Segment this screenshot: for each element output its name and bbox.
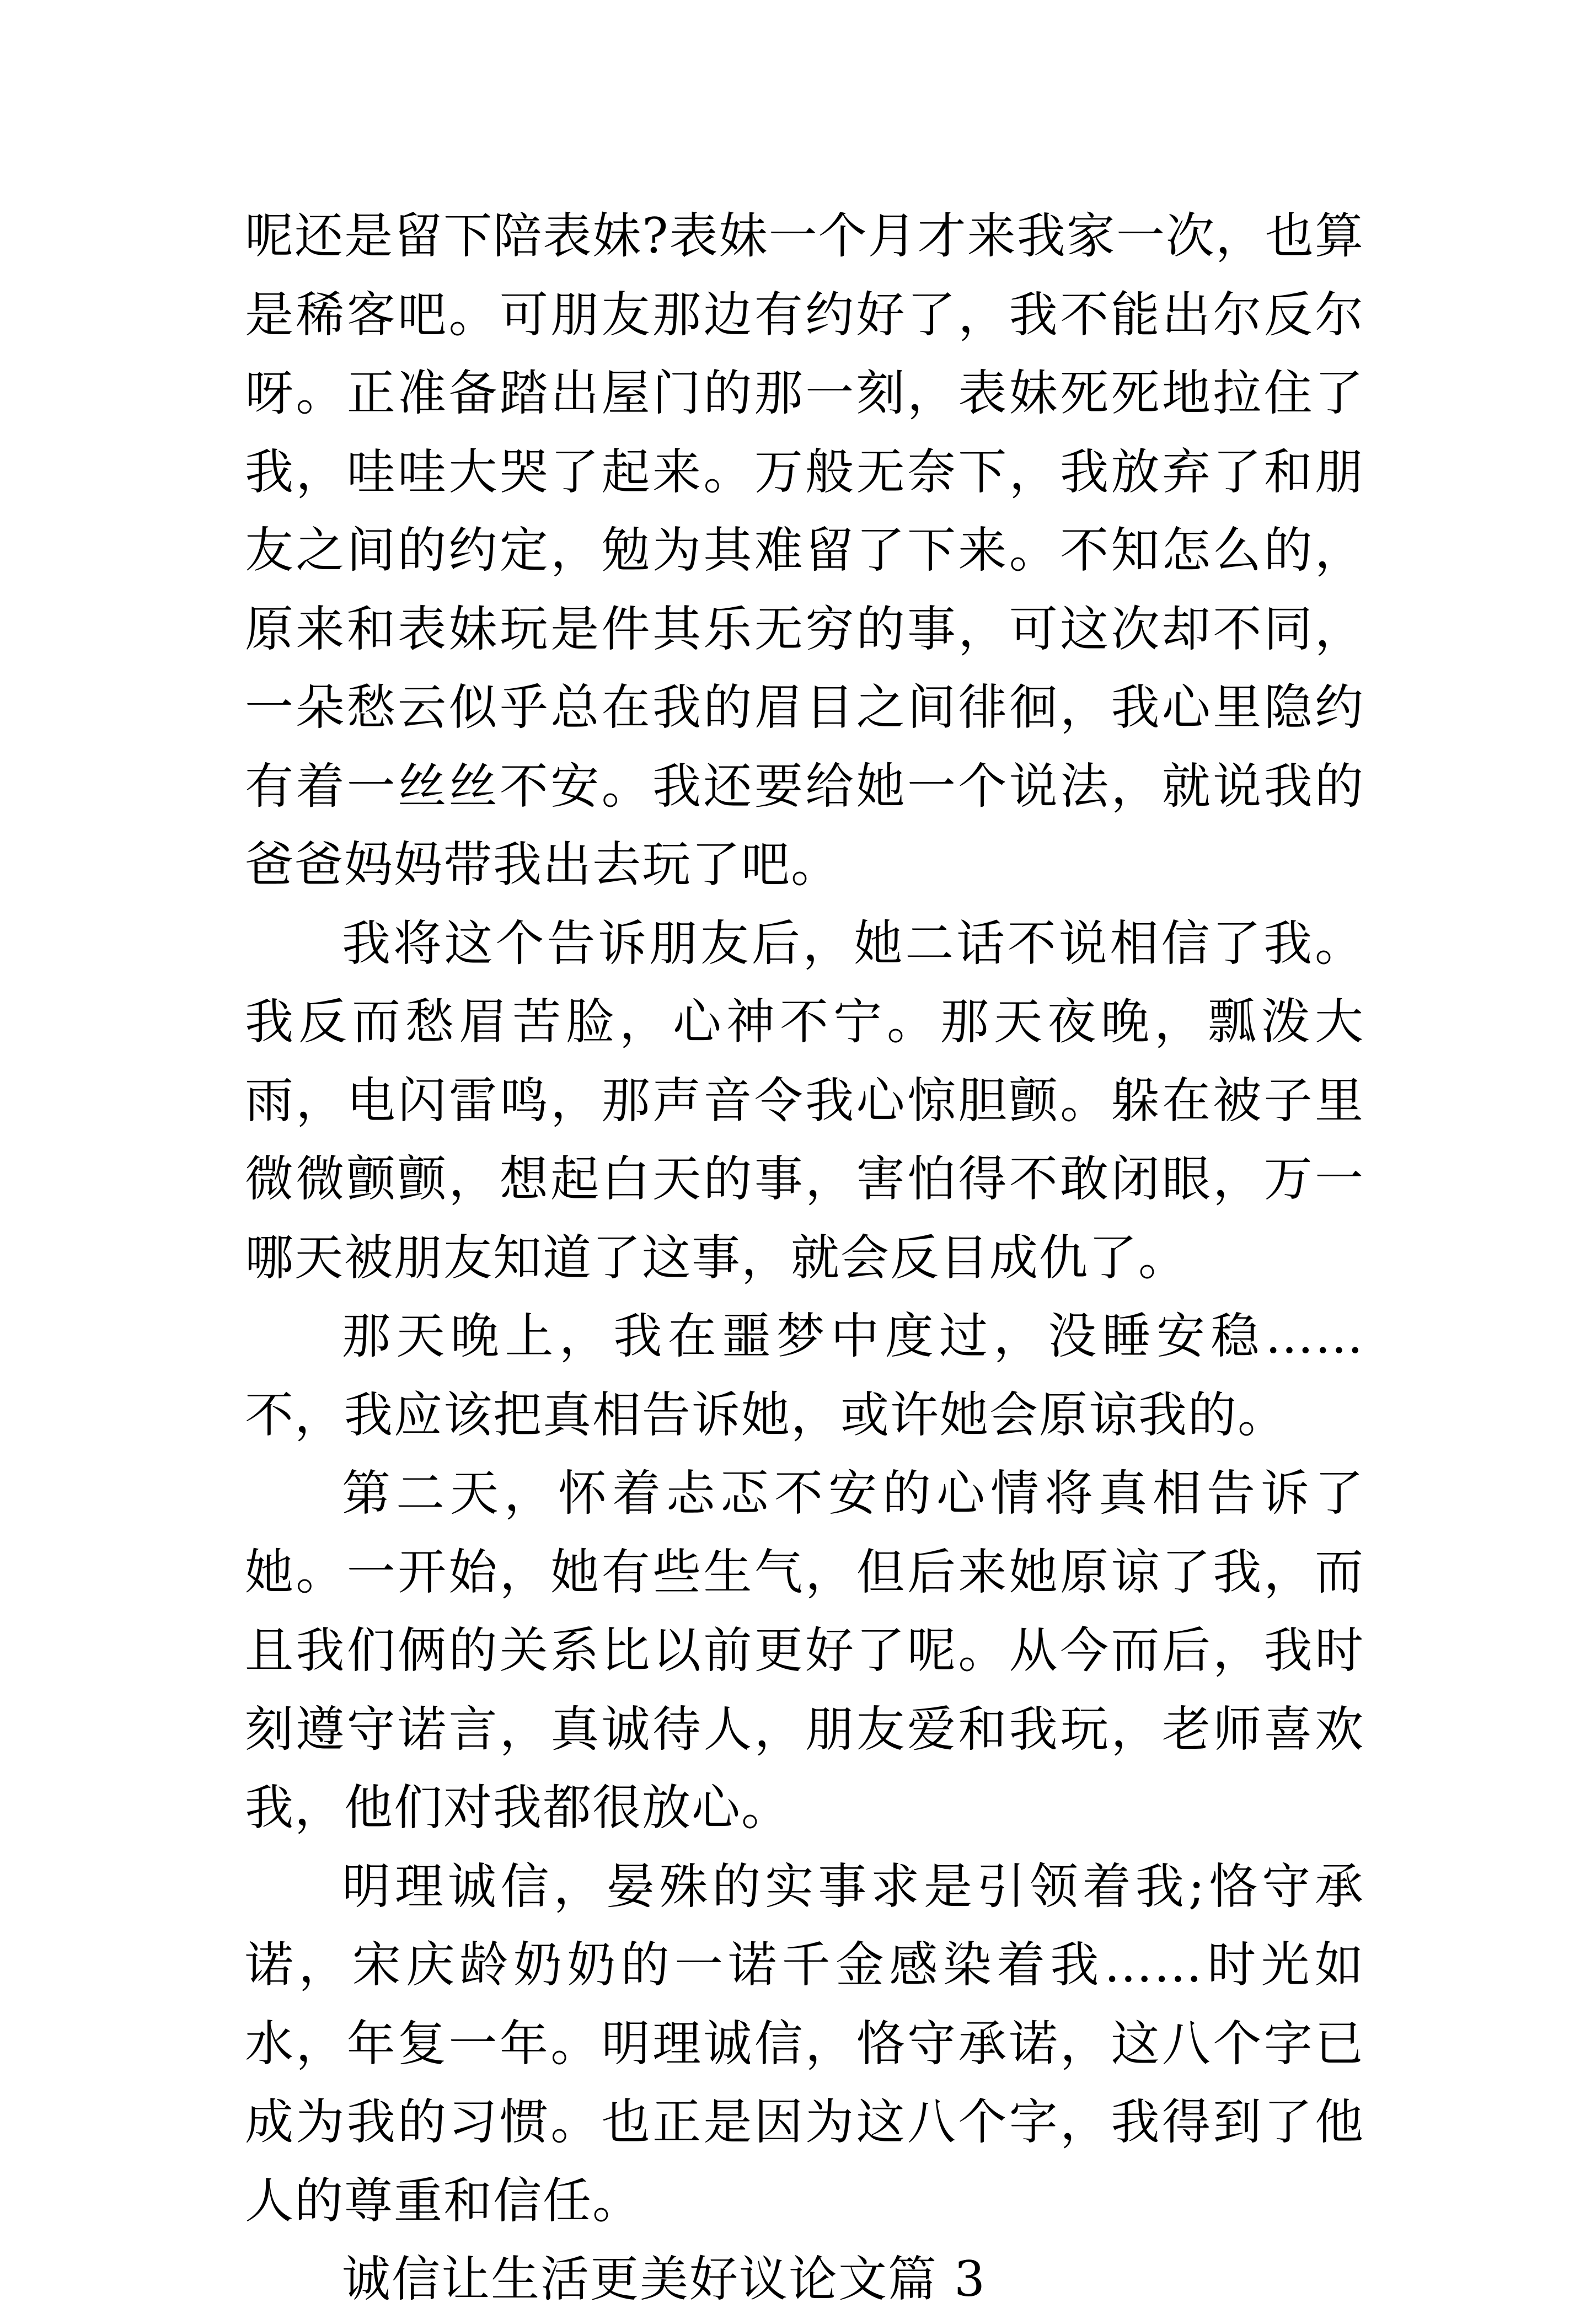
paragraph-5: 明理诚信，晏殊的实事求是引领着我;恪守承诺，宋庆龄奶奶的一诺千金感染着我……时光如水，年复一年。明理诚信，恪守承诺，这八个字已成为我的习惯。也正是因为这八个字，我得到了他人的尊重和信任。 — [245, 1857, 1364, 2229]
paragraph-1: 呢还是留下陪表妹?表妹一个月才来我家一次，也算是稀客吧。可朋友那边有约好了，我不能出尔反尔呀。正准备踏出屋门的那一刻，表妹死死地拉住了我，哇哇大哭了起来。万般无奈下，我放弃了和朋友之间的约定，勉为其难留了下来。不知怎么的，原来和表妹玩是件其乐无穷的事，可这次却不同，一朵愁云似乎总在我的眉目之间徘徊，我心里隐约有着一丝丝不安。我还要给她一个说法，就说我的爸爸妈妈带我出去玩了吧。 — [245, 207, 1364, 893]
paragraph-4: 第二天，怀着忐忑不安的心情将真相告诉了她。一开始，她有些生气，但后来她原谅了我，而且我们俩的关系比以前更好了呢。从今而后，我时刻遵守诺言，真诚待人，朋友爱和我玩，老师喜欢我，他们对我都很放心。 — [245, 1465, 1364, 1836]
paragraph-3: 那天晚上，我在噩梦中度过，没睡安稳……不，我应该把真相告诉她，或许她会原谅我的。 — [245, 1308, 1364, 1443]
section-heading: 诚信让生活更美好议论文篇 3 — [342, 2251, 986, 2307]
paragraph-2: 我将这个告诉朋友后，她二话不说相信了我。我反而愁眉苦脸，心神不宁。那天夜晚，瓢泼大雨，电闪雷鸣，那声音令我心惊胆颤。躲在被子里微微颤颤，想起白天的事，害怕得不敢闭眼，万一哪天被朋友知道了这事，就会反目成仇了。 — [245, 914, 1364, 1286]
document-body — [245, 197, 1364, 2319]
